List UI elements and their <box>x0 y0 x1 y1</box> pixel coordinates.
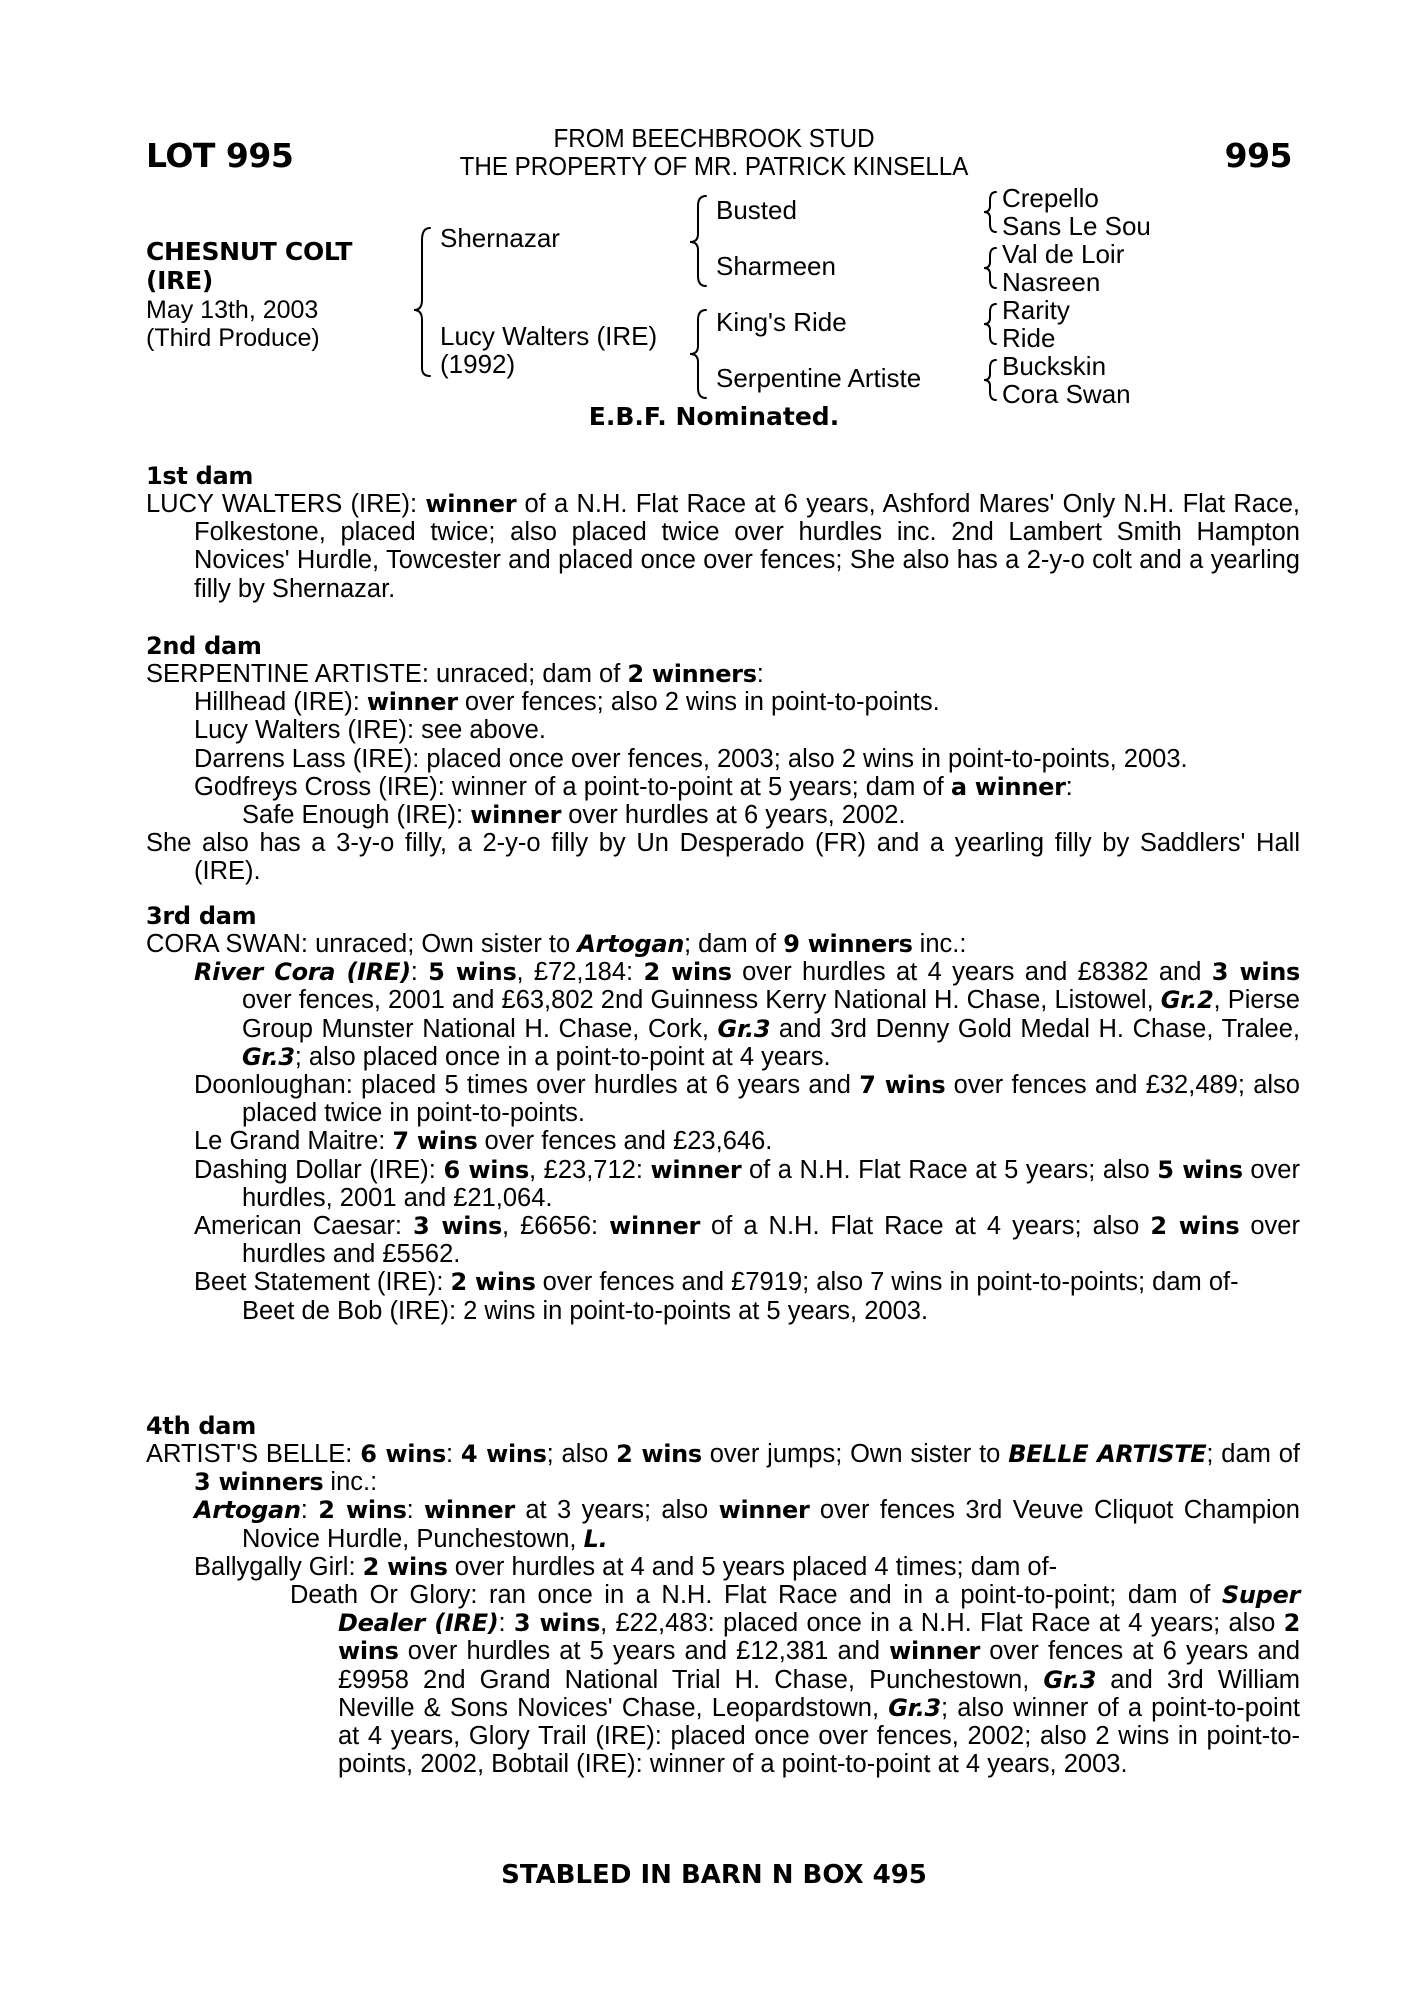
progeny-entry <box>146 1496 1300 1552</box>
ancestor: Ride <box>1002 323 1056 353</box>
progeny-entry <box>146 1553 1300 1581</box>
bold-run: winner <box>424 1496 515 1525</box>
text-run: Hillhead (IRE): <box>194 688 367 717</box>
stabling-info: STABLED IN BARN N BOX 495 <box>501 1860 927 1890</box>
text-run: SERPENTINE ARTISTE: unraced; dam of <box>146 660 628 688</box>
lot-number: 995 <box>1224 136 1292 175</box>
text-run: over fences, 2001 and £63,802 2nd Guinness Kerry National H. Chase, Listowel, <box>242 986 1161 1015</box>
section-fourth-dam <box>146 1412 1300 1778</box>
bold-run: 7 wins <box>859 1071 946 1100</box>
bold-run: winner <box>470 801 562 830</box>
bold-run: 6 wins <box>443 1155 529 1184</box>
brace-gen3-2 <box>984 248 996 288</box>
vendor-line-2: THE PROPERTY OF MR. PATRICK KINSELLA <box>459 151 969 181</box>
bold-run: a winner <box>950 772 1066 801</box>
horse-title-line-2: (IRE) <box>146 266 213 295</box>
bold-italic-run: Artogan <box>194 1496 301 1525</box>
text-run: over fences and £23,646. <box>477 1127 773 1156</box>
text-run: ; dam of <box>684 930 784 958</box>
bold-run: winner <box>889 1637 981 1666</box>
bold-run: 2 wins <box>1150 1212 1240 1241</box>
bold-run: 3 wins <box>413 1212 502 1241</box>
text-run: inc.: <box>912 930 967 958</box>
dam-name: Lucy Walters (IRE) <box>440 321 658 351</box>
text-run: of a N.H. Flat Race at 6 years, Ashford Mares' Only N.H. Flat Race, Folkestone, placed twice; also placed twice over hurdles inc. 2nd Lambert Smith Hampton Novices' Hurdle, Towcester and placed once over fences; She also has a 2-y-o colt and a yearling filly by Shernazar. <box>194 490 1300 603</box>
text-run: of a N.H. Flat Race at 5 years; also <box>741 1155 1158 1184</box>
section-first-dam <box>146 462 1300 603</box>
text-run: over fences and £7919; also 7 wins in point-to-points; dam of- <box>535 1268 1239 1297</box>
bold-run: winner <box>366 688 458 717</box>
ancestor: Cora Swan <box>1002 379 1131 409</box>
section-title: 2nd dam <box>146 632 262 660</box>
progeny-entry <box>146 801 1300 829</box>
progeny-entry <box>146 1268 1300 1296</box>
bold-run: winner <box>425 490 517 518</box>
bold-run: 2 wins <box>362 1552 448 1581</box>
brace-gen3-3 <box>984 304 996 344</box>
sire-dam: Sharmeen <box>716 251 836 281</box>
text-run: over hurdles at 4 years and £8382 and <box>731 958 1212 987</box>
section-title: 1st dam <box>146 462 254 490</box>
text-run: inc.: <box>323 1468 378 1497</box>
brace-gen3-1 <box>984 192 996 232</box>
text-run: Dashing Dollar (IRE): <box>194 1155 444 1184</box>
dam-paragraph <box>146 930 1300 958</box>
bold-italic-run: L. <box>583 1524 608 1553</box>
text-run: , £72,184: <box>516 958 644 987</box>
text-run: ARTIST'S BELLE: <box>146 1440 361 1468</box>
text-run: over fences and £32,489; also placed twice in point-to-points. <box>242 1071 1300 1128</box>
text-run: : <box>445 1440 461 1468</box>
section-third-dam <box>146 902 1300 1325</box>
bold-italic-run: Gr.3 <box>242 1042 295 1071</box>
text-run: : <box>410 958 429 987</box>
progeny-entry <box>146 1156 1300 1212</box>
ebf-nomination: E.B.F. Nominated. <box>588 402 840 431</box>
text-run: ; also <box>546 1440 617 1468</box>
sire-sire: Busted <box>716 195 797 225</box>
progeny-entry: Lucy Walters (IRE): see above. <box>194 716 546 745</box>
section-title: 3rd dam <box>146 902 257 930</box>
text-run: over hurdles at 6 years, 2002. <box>561 801 906 830</box>
progeny-entry <box>146 688 1300 716</box>
text-run: over fences 3rd Veuve Cliquot Champion Novice Hurdle, Punchestown, <box>242 1496 1300 1553</box>
brace-gen1 <box>414 228 430 376</box>
bold-run: 2 wins <box>338 1609 1300 1666</box>
bold-run: 7 wins <box>392 1127 478 1156</box>
progeny-entry: Darrens Lass (IRE): placed once over fences, 2003; also 2 wins in point-to-points, 2003. <box>194 744 1188 773</box>
text-run: , £6656: <box>502 1212 610 1241</box>
progeny-entry <box>146 958 1300 1071</box>
text-run: : <box>498 1609 514 1638</box>
gen3-ancestors <box>1002 184 1151 408</box>
text-run: ; also winner of a point-to-point at 4 years, Glory Trail (IRE): placed once over fences, 2002; also 2 wins in point-to-points, 2002, Bobtail (IRE): winner of a point-to-point at 4 years, 2003. <box>338 1693 1300 1779</box>
text-run: American Caesar: <box>194 1212 414 1241</box>
brace-gen3-4 <box>984 360 996 400</box>
foaling-date: May 13th, 2003 <box>146 296 319 324</box>
dam-paragraph <box>146 1440 1300 1496</box>
ancestor: Sans Le Sou <box>1002 211 1151 241</box>
text-run: over hurdles and £5562. <box>242 1212 1300 1269</box>
text-run: , £22,483: placed once in a N.H. Flat Race at 4 years; also <box>600 1609 1284 1638</box>
text-run: over fences at 6 years and £9958 2nd Grand National Trial H. Chase, Punchestown, <box>338 1637 1301 1694</box>
text-run: over fences; also 2 wins in point-to-points. <box>457 688 940 717</box>
bold-run: 2 wins <box>643 958 732 987</box>
pedigree-braces <box>0 0 1428 440</box>
bold-run: 4 wins <box>460 1440 547 1468</box>
dam-sire: King's Ride <box>716 307 847 337</box>
text-run: : <box>756 660 764 688</box>
text-run: Safe Enough (IRE): <box>242 801 471 830</box>
progeny-entry: Beet de Bob (IRE): 2 wins in point-to-points at 5 years, 2003. <box>242 1296 929 1325</box>
bold-italic-run: BELLE ARTISTE <box>1008 1440 1207 1468</box>
brace-gen2-sire <box>690 196 706 286</box>
text-run: : <box>406 1496 425 1525</box>
dam-dam: Serpentine Artiste <box>716 363 922 393</box>
text-run: , £23,712: <box>528 1155 651 1184</box>
text-run: CORA SWAN: unraced; Own sister to <box>146 930 578 958</box>
horse-title-line-1: CHESNUT COLT <box>146 237 353 266</box>
ancestor: Buckskin <box>1002 351 1107 381</box>
text-run: Beet Statement (IRE): <box>194 1268 451 1297</box>
text-run: ; also placed once in a point-to-point at 4 years. <box>294 1042 831 1071</box>
bold-run: 9 winners <box>783 930 913 958</box>
lot-label: LOT 995 <box>146 136 294 175</box>
bold-italic-run: Gr.2 <box>1160 986 1214 1015</box>
bold-italic-run: River Cora (IRE) <box>194 958 411 987</box>
bold-run: 2 wins <box>318 1496 407 1525</box>
bold-run: 5 wins <box>428 958 517 987</box>
progeny-entry <box>146 1071 1300 1127</box>
bold-run: winner <box>609 1212 701 1241</box>
bold-run: 3 wins <box>1211 958 1301 987</box>
bold-run: winner <box>718 1496 810 1525</box>
bold-italic-run: Artogan <box>577 930 685 958</box>
text-run: Godfreys Cross (IRE): winner of a point-to-point at 5 years; dam of <box>194 772 951 801</box>
bold-run: 3 wins <box>513 1609 601 1638</box>
dam-paragraph <box>146 490 1300 603</box>
bold-run: 2 wins <box>616 1440 702 1468</box>
text-run: Doonloughan: placed 5 times over hurdles at 6 years and <box>194 1071 860 1100</box>
text-run: Le Grand Maitre: <box>194 1127 393 1156</box>
text-run: Death Or Glory: ran once in a N.H. Flat Race and in a point-to-point; dam of <box>290 1581 1222 1610</box>
dam <box>440 322 657 378</box>
text-run: at 3 years; also <box>514 1496 719 1525</box>
bold-italic-run: Gr.3 <box>1043 1665 1097 1694</box>
section-title: 4th dam <box>146 1412 256 1440</box>
bold-run: winner <box>650 1155 742 1184</box>
ancestor: Val de Loir <box>1002 239 1125 269</box>
text-run: : <box>300 1496 319 1525</box>
dam-paragraph <box>146 660 1300 688</box>
text-run: of a N.H. Flat Race at 4 years; also <box>700 1212 1151 1241</box>
brace-gen2-dam <box>690 310 706 398</box>
text-run: over hurdles at 5 years and £12,381 and <box>398 1637 890 1666</box>
section-second-dam <box>146 632 1300 886</box>
progeny-entry <box>146 1212 1300 1268</box>
bold-run: 6 wins <box>360 1440 446 1468</box>
bold-run: 5 wins <box>1157 1155 1243 1184</box>
text-run: over hurdles at 4 and 5 years placed 4 times; dam of- <box>447 1552 1058 1581</box>
progeny-entry <box>146 773 1300 801</box>
text-run: over jumps; Own sister to <box>701 1440 1009 1468</box>
progeny-entry <box>146 1581 1300 1778</box>
progeny-entry <box>146 1127 1300 1155</box>
text-run: and 3rd William Neville & Sons Novices' Chase, Leopardstown, <box>338 1665 1300 1722</box>
bold-italic-run: Super Dealer (IRE) <box>338 1581 1300 1638</box>
dam-note: She also has a 3-y-o filly, a 2-y-o filly by Un Desperado (FR) and a yearling filly by Saddlers' Hall (IRE). <box>146 829 1300 886</box>
bold-run: 3 winners <box>194 1468 324 1497</box>
text-run: LUCY WALTERS (IRE): <box>146 490 426 518</box>
vendor-line-1: FROM BEECHBROOK STUD <box>553 123 875 153</box>
bold-run: 2 winners <box>627 660 757 688</box>
bold-italic-run: Gr.3 <box>888 1693 941 1722</box>
sire: Shernazar <box>440 223 560 253</box>
ancestor: Nasreen <box>1002 267 1101 297</box>
ancestor: Crepello <box>1002 183 1099 213</box>
text-run: ; dam of <box>1206 1440 1300 1468</box>
ancestor: Rarity <box>1002 295 1070 325</box>
text-run: over hurdles, 2001 and £21,064. <box>242 1155 1300 1212</box>
bold-italic-run: Gr.3 <box>717 1014 771 1043</box>
text-run: Ballygally Girl: <box>194 1552 363 1581</box>
text-run: , Pierse Group Munster National H. Chase, Cork, <box>242 986 1300 1043</box>
text-run: : <box>1065 772 1073 801</box>
bold-run: 2 wins <box>450 1268 536 1297</box>
produce-note: (Third Produce) <box>146 324 320 352</box>
text-run: and 3rd Denny Gold Medal H. Chase, Tralee, <box>770 1014 1300 1043</box>
dam-year: (1992) <box>440 349 516 379</box>
